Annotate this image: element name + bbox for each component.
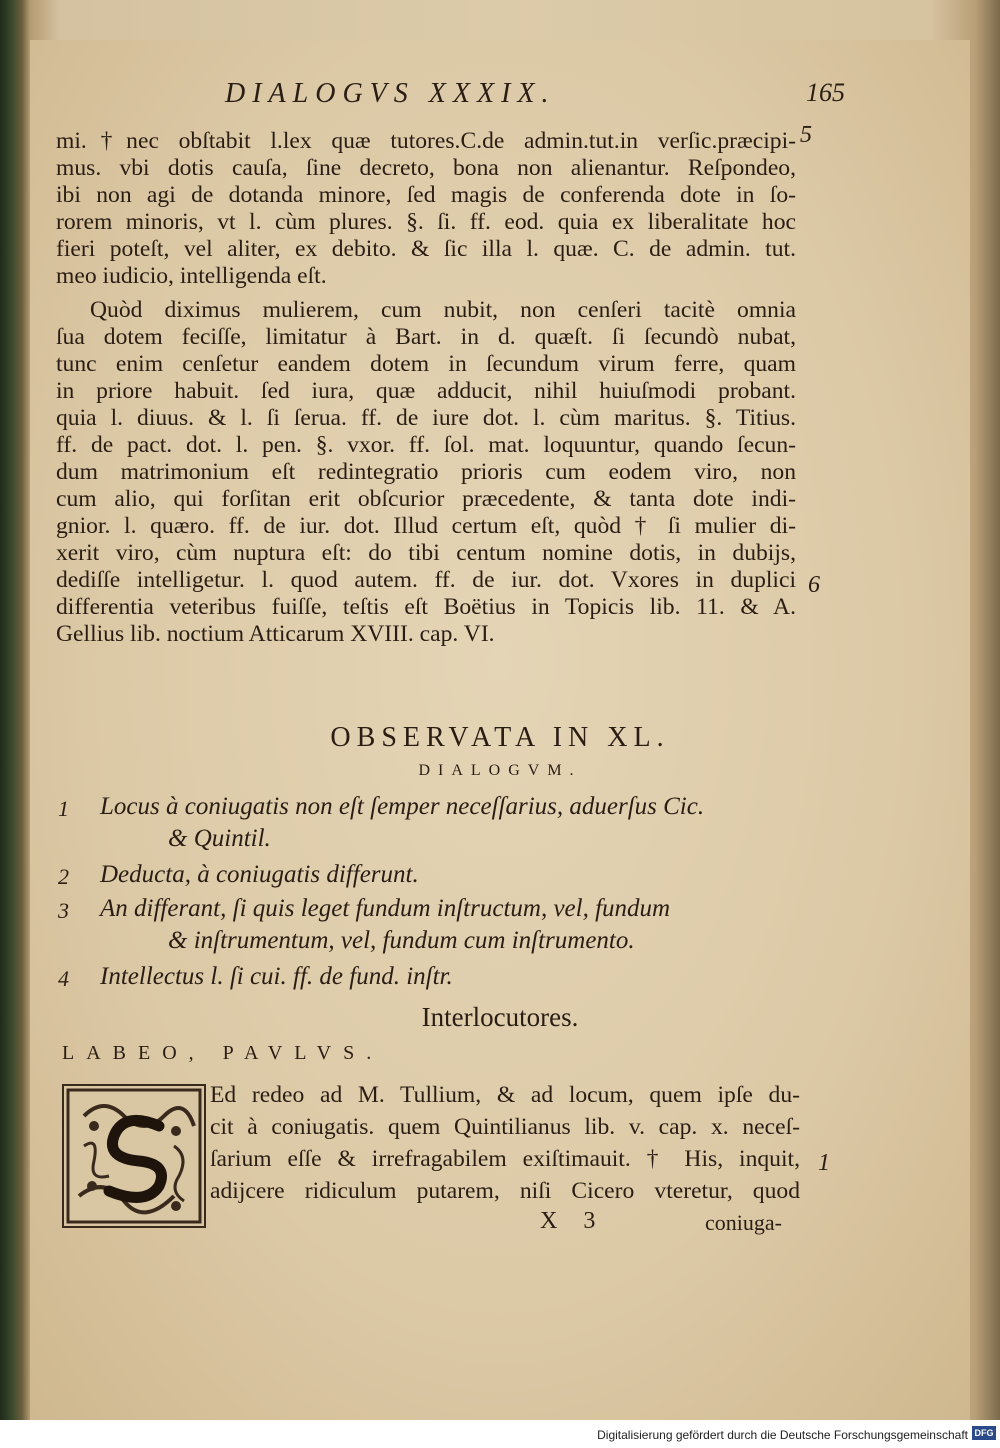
summary-line: Locus à coniugatis non eſt ſemper neceſſarius, aduerſus Cic. [100, 793, 705, 820]
text-line: xerit viro, cùm nuptura eſt: do tibi centum nomine dotis, in dubijs, [56, 540, 796, 566]
interlocutores-heading: Interlocutores. [421, 1002, 579, 1032]
summary-line: & inſtrumentum, vel, fundum cum inſtrumento. [168, 927, 635, 954]
signature-mark: X 3 [540, 1208, 606, 1234]
text-line: ff. de pact. dot. l. pen. §. vxor. ff. ſol. mat. loquuntur, quando ſecun- [56, 432, 796, 458]
dfg-logo: DFG [972, 1426, 996, 1440]
summary-line: Intellectus l. ſi cui. ff. de fund. inſtr. [100, 963, 453, 990]
text-line: tunc enim cenſetur eandem dotem in ſecundum virum ferre, quam [56, 351, 796, 377]
catchword: coniuga- [705, 1210, 782, 1235]
digitization-credit: Digitalisierung gefördert durch die Deutsche Forschungsgemeinschaft [597, 1428, 968, 1442]
text-line: cum alio, qui forſitan erit obſcurior præcedente, & tanta dote indi- [56, 486, 796, 512]
text-line: dediſſe intelligetur. l. quod autem. ff. de iur. dot. Vxores in duplici [56, 567, 796, 593]
text-line: fieri poteſt, vel aliter, ex debito. & ſic illa l. quæ. C. de admin. tut. [56, 236, 796, 262]
summary-number: 4 [58, 966, 69, 991]
text-line: differentia veteribus fuiſſe, teſtis eſt Boëtius in Topicis lib. 11. & A. [56, 594, 796, 620]
summary-line: An differant, ſi quis leget fundum inſtructum, vel, fundum [100, 895, 671, 922]
text-line: Gellius lib. noctium Atticarum XVIII. cap. VI. [56, 621, 495, 647]
summary-number: 1 [58, 796, 69, 821]
section-title: OBSERVATA IN XL. [330, 722, 670, 753]
text-line: mi.†nec obſtabit l.lex quæ tutores.C.de admin.tut.in verſic.præcipi- [56, 128, 796, 154]
text-line: gnior. l. quæro. ff. de iur. dot. Illud certum eſt, quòd † ſi mulier di- [56, 513, 796, 539]
running-title: DIALOGVS XXXIX. [225, 78, 556, 109]
footer-bar [0, 1420, 1000, 1448]
ornament-s-icon [64, 1086, 204, 1226]
text-line: ſarium eſſe & irrefragabilem exiſtimauit. † His, inquit, [210, 1146, 800, 1172]
summary-number: 2 [58, 864, 69, 889]
text-line: adijcere ridiculum putarem, niſi Cicero vteretur, quod [210, 1178, 800, 1204]
summary-line: & Quintil. [168, 825, 271, 852]
text-line: dum matrimonium eſt redintegratio prioris cum eodem viro, non [56, 459, 796, 485]
text-line: Quòd diximus mulierem, cum nubit, non cenſeri tacitè omnia [90, 297, 796, 323]
text-line: in priore habuit. ſed iura, quæ adducit, nihil huiuſmodi probant. [56, 378, 796, 404]
decorated-initial [62, 1084, 206, 1228]
speaker-names: LABEO, PAVLVS. [62, 1042, 384, 1064]
summary-number: 3 [58, 898, 69, 923]
margin-number: 6 [808, 572, 820, 598]
text-line: Ed redeo ad M. Tullium, & ad locum, quem ipſe du- [210, 1082, 800, 1108]
text-line: ſua dotem feciſſe, limitatur à Bart. in d. quæſt. ſi ſecundò nubat, [56, 324, 796, 350]
running-header [225, 78, 845, 112]
text-line: quia l. diuus. & l. ſi ſerua. ff. de iure dot. l. cùm maritus. §. Titius. [56, 405, 796, 431]
text-line: meo iudicio, intelligenda eſt. [56, 263, 327, 289]
text-line: rorem minoris, vt l. cùm plures. §. ſi. ff. eod. quia ex liberalitate hoc [56, 209, 796, 235]
page-number: 165 [806, 78, 845, 107]
summary-line: Deducta, à coniugatis differunt. [100, 861, 419, 888]
text-line: cit à coniugatis. quem Quintilianus lib. v. cap. x. neceſ- [210, 1114, 800, 1140]
section-subtitle: DIALOGVM. [418, 762, 582, 779]
text-line: ibi non agi de dotanda minore, ſed magis de conferenda dote in ſo- [56, 182, 796, 208]
margin-number: 5 [800, 122, 812, 148]
text-line: mus. vbi dotis cauſa, ſine decreto, bona non alienantur. Reſpondeo, [56, 155, 796, 181]
margin-number: 1 [818, 1150, 830, 1176]
